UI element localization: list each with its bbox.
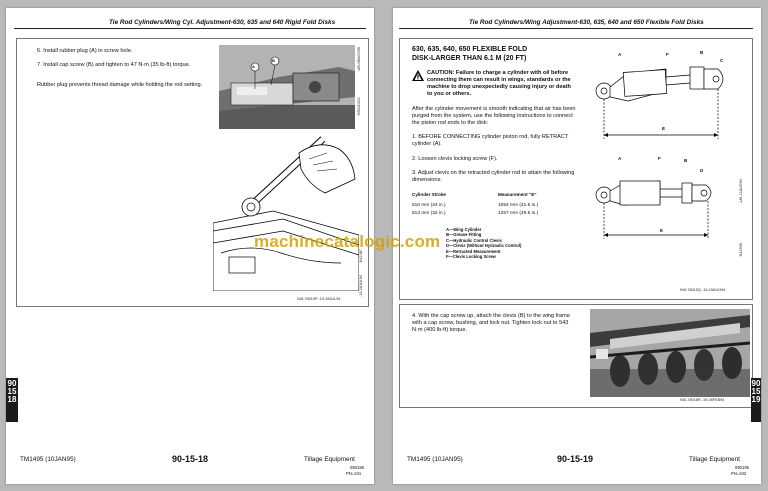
caution-text: Failure to charge a cylinder with oil before connecting them can result in wings, standards or the machine to drop unexpectedly causing injury or death to you or others. — [427, 70, 571, 97]
diagram-label-b: B — [684, 158, 688, 163]
left-page-header: Tie Rod Cylinders/Wing Cyl. Adjustment-630, 635 and 640 Rigid Fold Disks — [109, 19, 336, 26]
table-header-stroke: Cylinder Stroke — [412, 192, 446, 197]
header-rule — [399, 28, 753, 29]
legend-item: B—Grease Fitting — [446, 232, 482, 238]
footer-right: Tillage Equipment — [304, 456, 355, 463]
intro-text: After the cylinder movement is smooth indicating that air has been purged from the system, use the following instructions to connect the piston rod ends to the disk: — [412, 106, 576, 126]
cylinder-rod-photo — [219, 45, 355, 129]
drawing-code-1: N41087 — [359, 249, 363, 263]
step-6: 6. Install rubber plug (A) in screw hole. — [37, 48, 133, 54]
step-4: 4. With the cap screw up, attach the clevis (B) to the wing frame with a cap screw, bushing, and lock nut. Tighten lock nut to 543 N·m (400 lb-ft) torque. — [412, 313, 570, 333]
tab-line-3: 18 — [7, 395, 17, 404]
footer-left: TM1495 (10JAN95) — [407, 456, 463, 463]
right-page-header: Tie Rod Cylinders/Wing Adjustment-630, 635, 640 and 650 Flexible Fold Disks — [469, 19, 704, 26]
warning-icon — [412, 70, 424, 81]
section-tab — [751, 378, 761, 422]
diagram-label-d: D — [700, 168, 704, 173]
table-header-measurement: Measurement “E” — [498, 192, 537, 197]
step-3: 3. Adjust clevis on the retracted cylinder rod to attain the following dimensions: — [412, 170, 575, 183]
page-number: 90-15-19 — [557, 454, 594, 464]
instruction-box — [16, 38, 369, 307]
wrench-drawing — [213, 135, 359, 291]
step-1: 1. BEFORE CONNECTING cylinder piston rod, fully RETRACT cylinder (A). — [412, 134, 569, 147]
photo-code-2: -UN-06NOV95 — [357, 47, 361, 72]
legend-item: F—Clevis Locking Screw — [446, 254, 496, 260]
tab-line-1: 90 — [7, 379, 17, 388]
dimension-label-top: E — [662, 126, 666, 131]
photo-code-1: H85322O1 — [357, 97, 361, 116]
footer-sub-1: 090195 — [735, 465, 749, 470]
table-row-1-measurement: 1054 mm (41.5 in.) — [498, 203, 539, 208]
table-row-2-stroke: 813 mm (32 in.) — [412, 211, 446, 216]
diagram-code-1: -UN-11AUG94 — [739, 179, 743, 204]
diagram-caption: NXL78015Q -19-15AUG94 — [680, 288, 726, 292]
section-title-1: 630, 635, 640, 650 FLEXIBLE FOLD — [412, 46, 528, 53]
legend-item: E—Retracted Measurement — [446, 248, 501, 254]
tab-line-3: 19 — [751, 395, 761, 404]
diagram-label-a: A — [618, 156, 622, 161]
legend-item: D—Clevis (Without Hydraulic Control) — [446, 243, 522, 249]
tab-line-2: 15 — [7, 387, 17, 396]
section-title-2: DISK-LARGER THAN 6.1 M (20 FT) — [412, 55, 527, 62]
diagram-label-b: B — [700, 50, 704, 55]
footer-sub-1: 090195 — [350, 465, 364, 470]
table-row-2-measurement: 1257 mm (49.5 in.) — [498, 211, 539, 216]
instruction-box-1 — [399, 38, 753, 300]
footer-sub-2: PN=341 — [346, 471, 362, 476]
footer-sub-2: PN=342 — [731, 471, 747, 476]
diagram-label-f: F — [658, 156, 661, 161]
drawing-code-2: -19-26JUL94 — [359, 275, 363, 297]
diagram-label-a: A — [618, 52, 622, 57]
dimension-label-bottom: E — [660, 228, 664, 233]
caution-block — [427, 70, 577, 98]
box-caption: NXL78019P -19-28JUL94 — [297, 297, 341, 301]
diagram-code-2: N42905 — [739, 243, 743, 257]
step-note: Rubber plug prevents thread damage while holding the rod setting. — [37, 82, 203, 88]
cylinder-diagrams — [586, 43, 736, 269]
footer-right: Tillage Equipment — [689, 456, 740, 463]
disk-frame-photo — [590, 309, 750, 397]
diagram-label-c: C — [720, 58, 724, 63]
label-a: A — [252, 64, 255, 69]
step-2: 2. Loosen clevis locking screw (F). — [412, 156, 498, 162]
tab-line-1: 90 — [751, 379, 761, 388]
tab-line-2: 15 — [751, 387, 761, 396]
step-7: 7. Install cap screw (B) and tighten to 47 N·m (35 lb-ft) torque. — [37, 62, 191, 68]
footer-left: TM1495 (10JAN95) — [20, 456, 76, 463]
label-b: B — [272, 58, 275, 63]
legend — [446, 227, 521, 259]
legend-item: C—Hydraulic Control Clevis — [446, 237, 502, 243]
header-rule — [14, 28, 366, 29]
page-number: 90-15-18 — [172, 454, 209, 464]
right-page — [393, 8, 761, 484]
table-row-1-stroke: 610 mm (24 in.) — [412, 203, 446, 208]
photo-caption: NXL78018R -19-08FEB94 — [680, 398, 725, 402]
instruction-box-2 — [399, 304, 753, 408]
watermark: machinecatalogic.com — [254, 232, 441, 251]
diagram-label-f: F — [666, 52, 669, 57]
section-tab — [6, 378, 18, 422]
caution-label: CAUTION: — [427, 70, 455, 76]
legend-item: A—Wing Cylinder — [446, 227, 482, 232]
